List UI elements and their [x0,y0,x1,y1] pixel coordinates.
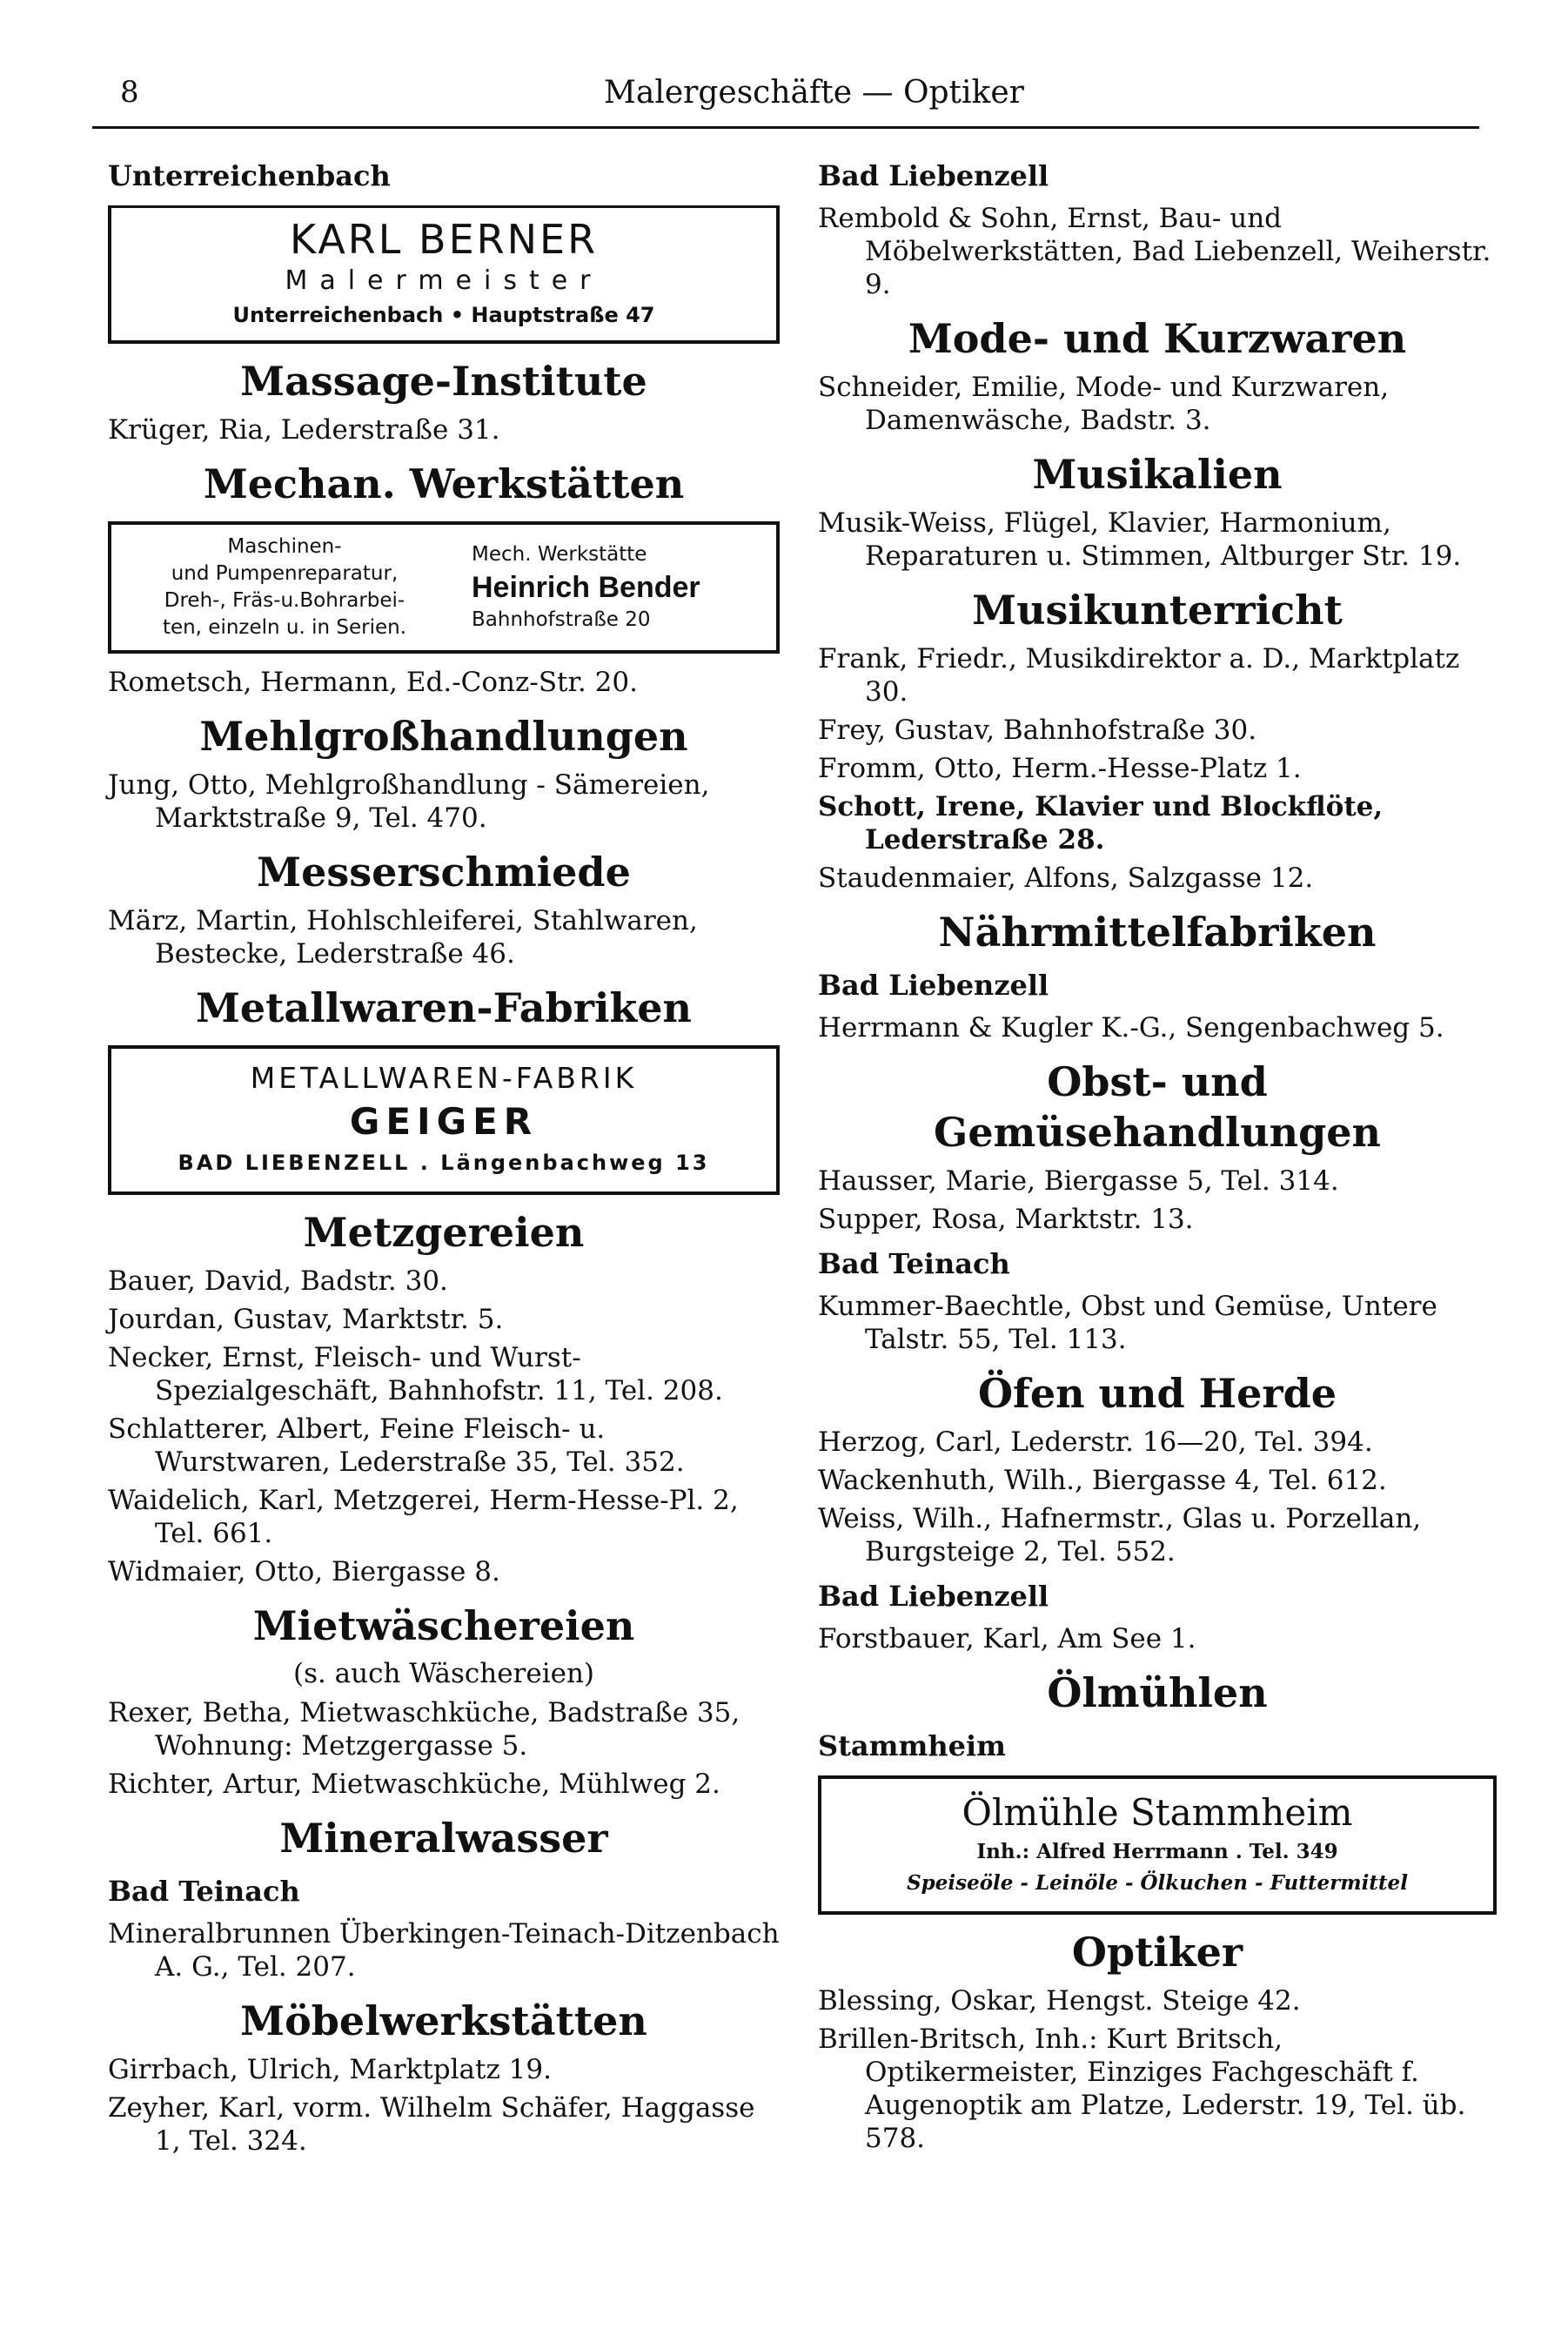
advertisement-geiger [108,1045,780,1195]
list-item: Bauer, David, Badstr. 30. [108,1265,448,1297]
left-column [108,148,780,2163]
ad-trade: Malermeister [285,265,603,296]
ad-address: Bahnhofstraße 20 [472,608,651,631]
list-item: Wackenhuth, Wilh., Biergasse 4, Tel. 612. [818,1465,1387,1496]
section-heading: Metzgereien [303,1209,585,1256]
list-item: Fromm, Otto, Herm.-Hesse-Platz 1. [818,753,1302,784]
running-title: Malergeschäfte — Optiker [604,75,1024,111]
list-item: Schlatterer, Albert, Feine Fleisch- u. Wurstwaren, Lederstraße 35, Tel. 352. [108,1413,685,1478]
section-heading: Nährmittelfabriken [938,909,1377,956]
list-item: Weiss, Wilh., Hafnermstr., Glas u. Porzellan, Burgsteige 2, Tel. 552. [818,1503,1422,1567]
list-item: Forstbauer, Karl, Am See 1. [818,1623,1196,1654]
list-item: Supper, Rosa, Marktstr. 13. [818,1204,1194,1235]
place-heading: Bad Liebenzell [818,969,1049,1002]
place-heading: Bad Liebenzell [818,159,1049,192]
ad-line: Maschinen- [227,535,342,558]
list-item: Jourdan, Gustav, Marktstr. 5. [108,1304,504,1335]
section-heading: Ölmühlen [1047,1669,1268,1716]
ad-line: Mech. Werkstätte [472,543,647,566]
ad-name: Ölmühle Stammheim [962,1791,1353,1834]
ad-line: METALLWAREN-FABRIK [250,1061,638,1095]
place-heading: Stammheim [818,1729,1006,1762]
ad-name: Heinrich Bender [472,571,700,604]
list-item: Waidelich, Karl, Metzgerei, Herm-Hesse-Pl. 2, Tel. 661. [108,1485,739,1549]
section-note: (s. auch Wäschereien) [292,1658,595,1689]
list-item: Mineralbrunnen Überkingen-Teinach-Ditzenbach A. G., Tel. 207. [108,1918,780,1983]
list-item: Richter, Artur, Mietwaschküche, Mühlweg 2. [108,1769,720,1800]
advertisement-oelmuehle-stammheim [818,1775,1497,1915]
place-heading: Bad Liebenzell [818,1580,1049,1613]
right-column [818,148,1497,2160]
ad-services [124,534,446,641]
section-heading: Mietwäschereien [252,1602,635,1649]
list-item: Rembold & Sohn, Ernst, Bau- und Möbelwerkstätten, Bad Liebenzell, Weiherstr. 9. [818,203,1491,300]
list-item: Staudenmaier, Alfons, Salzgasse 12. [818,862,1314,894]
place-heading: Bad Teinach [108,1875,300,1908]
ad-owner: Inh.: Alfred Herrmann . Tel. 349 [976,1840,1338,1863]
section-heading: Mechan. Werkstätten [203,460,685,507]
list-item: Brillen-Britsch, Inh.: Kurt Britsch, Optikermeister, Einziges Fachgeschäft f. Augenoptik am Platze, Lederstr. 19, Tel. üb. 578. [818,2024,1466,2154]
header-rule [92,126,1479,129]
section-heading: Metallwaren-Fabriken [195,984,693,1031]
place-heading: Unterreichenbach [108,159,391,192]
list-item: Musik-Weiss, Flügel, Klavier, Harmonium, Reparaturen u. Stimmen, Altburger Str. 19. [818,507,1462,572]
list-item: Rexer, Betha, Mietwaschküche, Badstraße 35, Wohnung: Metzgergasse 5. [108,1697,740,1762]
ad-company [472,541,700,634]
list-item: Zeyher, Karl, vorm. Wilhelm Schäfer, Haggasse 1, Tel. 324. [108,2092,755,2157]
ad-name: KARL BERNER [289,216,599,263]
list-item: Frey, Gustav, Bahnhofstraße 30. [818,715,1257,746]
ad-line: und Pumpenreparatur, [171,562,399,585]
section-heading: Musikunterricht [972,587,1343,634]
list-item: Herzog, Carl, Lederstr. 16—20, Tel. 394. [818,1426,1373,1458]
list-item: Schott, Irene, Klavier und Blockflöte, Lederstraße 28. [818,791,1384,856]
advertisement-karl-berner [108,205,780,344]
advertisement-heinrich-bender [108,521,780,654]
ad-address: BAD LIEBENZELL . Längenbachweg 13 [178,1151,710,1175]
list-item: Rometsch, Hermann, Ed.-Conz-Str. 20. [108,667,638,698]
list-item: Herrmann & Kugler K.-G., Sengenbachweg 5. [818,1012,1444,1044]
list-item: Necker, Ernst, Fleisch- und Wurst-Spezialgeschäft, Bahnhofstr. 11, Tel. 208. [108,1342,723,1406]
section-heading: Messerschmiede [257,849,631,896]
list-item: März, Martin, Hohlschleiferei, Stahlwaren, Bestecke, Lederstraße 46. [108,905,698,970]
ad-products: Speiseöle - Leinöle - Ölkuchen - Futtermittel [907,1871,1408,1895]
ad-line: Dreh-, Fräs-u.Bohrarbei- [164,589,405,612]
place-heading: Bad Teinach [818,1247,1010,1280]
list-item: Frank, Friedr., Musikdirektor a. D., Marktplatz 30. [818,643,1460,708]
ad-name: GEIGER [349,1100,539,1143]
list-item: Krüger, Ria, Lederstraße 31. [108,414,500,446]
ad-address: Unterreichenbach • Hauptstraße 47 [232,303,655,327]
list-item: Kummer-Baechtle, Obst und Gemüse, Untere Talstr. 55, Tel. 113. [818,1291,1437,1355]
section-heading: Musikalien [1032,451,1283,498]
list-item: Blessing, Oskar, Hengst. Steige 42. [818,1985,1301,2017]
ad-line: ten, einzeln u. in Serien. [162,616,407,639]
section-heading: Obst- und Gemüsehandlungen [934,1058,1381,1156]
list-item: Hausser, Marie, Biergasse 5, Tel. 314. [818,1165,1339,1197]
list-item: Jung, Otto, Mehlgroßhandlung - Sämereien, Marktstraße 9, Tel. 470. [108,769,710,834]
list-item: Schneider, Emilie, Mode- und Kurzwaren, Damenwäsche, Badstr. 3. [818,372,1390,436]
section-heading: Massage-Institute [240,358,647,405]
list-item: Widmaier, Otto, Biergasse 8. [108,1556,500,1587]
section-heading: Optiker [1071,1929,1243,1976]
section-heading: Möbelwerkstätten [240,1997,647,2044]
list-item: Girrbach, Ulrich, Marktplatz 19. [108,2054,552,2085]
section-heading: Mehlgroßhandlungen [199,713,688,760]
section-heading: Öfen und Herde [977,1370,1337,1417]
page-number: 8 [120,75,139,110]
section-heading: Mineralwasser [279,1815,608,1862]
section-heading: Mode- und Kurzwaren [908,315,1407,362]
